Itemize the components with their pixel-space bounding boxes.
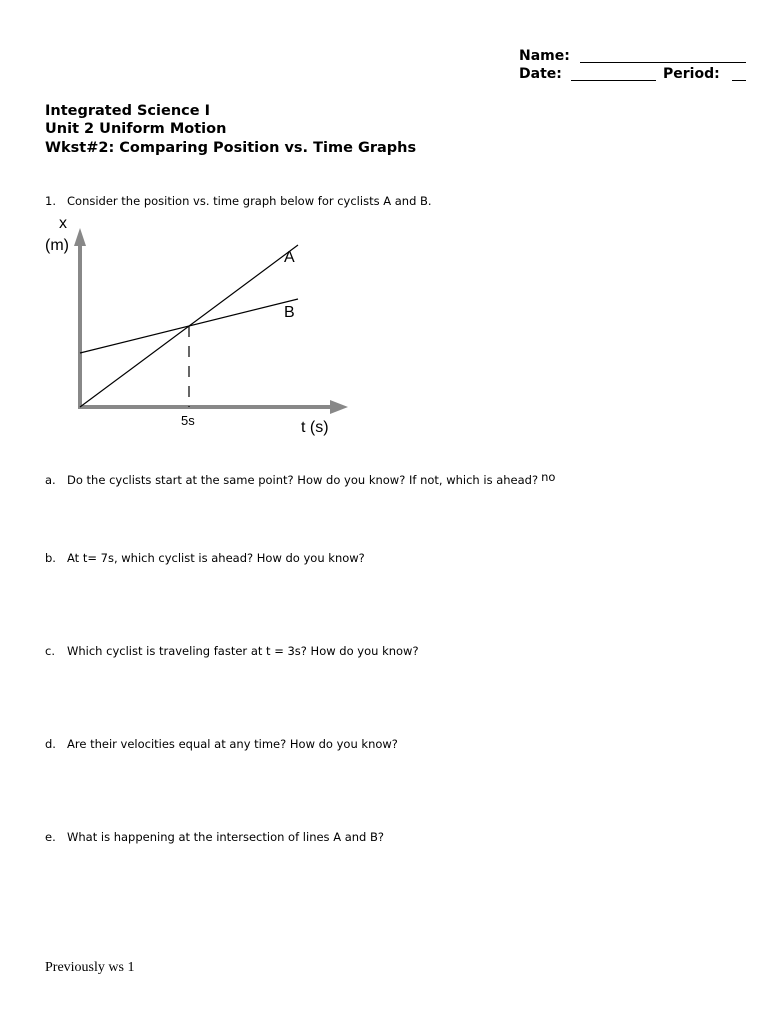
worksheet-title: Wkst#2: Comparing Position vs. Time Graphs <box>45 140 417 156</box>
name-field[interactable] <box>580 62 746 63</box>
footer-note: Previously ws 1 <box>45 960 135 975</box>
x-axis-label: t (s) <box>301 419 329 436</box>
y-axis-label-x: x <box>59 215 67 232</box>
y-axis-label-unit: (m) <box>45 237 69 254</box>
question-a <box>45 470 556 487</box>
date-label: Date: <box>519 66 562 82</box>
question-1-number: 1. <box>45 194 56 208</box>
question-b-text: At t= 7s, which cyclist is ahead? How do you know? <box>67 551 365 565</box>
name-label: Name: <box>519 48 570 64</box>
date-field[interactable] <box>571 80 656 81</box>
line-cyclist-b <box>80 299 298 353</box>
course-title: Integrated Science I <box>45 103 211 119</box>
question-d <box>45 737 398 751</box>
question-a-text: Do the cyclists start at the same point? How do you know? If not, which is ahead? <box>67 473 539 487</box>
question-a-label: a. <box>45 473 56 487</box>
period-field[interactable] <box>732 80 746 81</box>
question-c-label: c. <box>45 644 55 658</box>
line-a-label: A <box>284 249 295 266</box>
period-label: Period: <box>663 66 720 82</box>
question-b-label: b. <box>45 551 56 565</box>
question-1-text: Consider the position vs. time graph below for cyclists A and B. <box>67 194 432 208</box>
unit-title: Unit 2 Uniform Motion <box>45 121 227 137</box>
question-a-answer[interactable]: no <box>541 470 556 484</box>
question-b <box>45 551 365 565</box>
tick-label-5s: 5s <box>181 413 195 428</box>
question-e-text: What is happening at the intersection of lines A and B? <box>67 830 385 844</box>
question-c-text: Which cyclist is traveling faster at t = 3s? How do you know? <box>67 644 419 658</box>
question-c <box>45 644 419 658</box>
question-1 <box>45 194 432 208</box>
question-e-label: e. <box>45 830 56 844</box>
position-time-graph <box>40 210 360 450</box>
question-d-text: Are their velocities equal at any time? How do you know? <box>67 737 398 751</box>
line-b-label: B <box>284 304 295 321</box>
question-d-label: d. <box>45 737 56 751</box>
question-e <box>45 830 384 844</box>
x-axis-arrow <box>330 400 348 414</box>
y-axis-arrow <box>74 228 86 246</box>
